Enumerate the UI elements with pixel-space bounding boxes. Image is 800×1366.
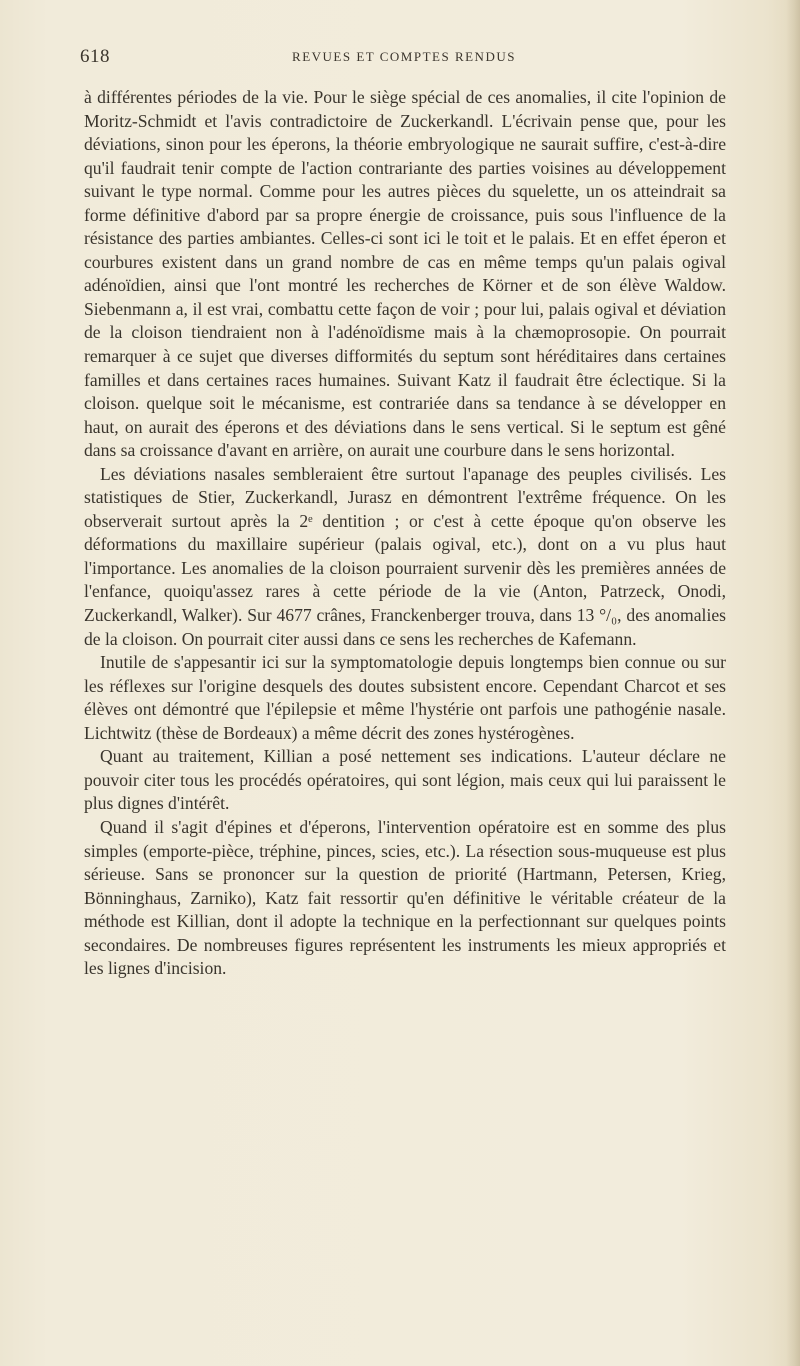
paragraph: à différentes périodes de la vie. Pour le siège spécial de ces anomalies, il cite l'opinion de Moritz-Schmidt et l'avis contradictoire de Zuckerkandl. L'écrivain pense que, pour les déviations, sinon pour les éperons, la théorie embryologique ne saurait suffire, c'est-à-dire qu'il faudrait tenir compte de l'action contrariante des parties voisines au développement suivant le type normal. Comme pour les autres pièces du squelette, un os atteindrait sa forme définitive d'abord par sa propre énergie de croissance, puis sous l'influence de la résistance des parties ambiantes. Celles-ci sont ici le toit et le palais. Et en effet éperon et courbures existent dans un grand nombre de cas en même temps qu'un palais ogival adénoïdien, ainsi que l'ont montré les recherches de Körner et de son élève Waldow. Siebenmann a, il est vrai, combattu cette façon de voir ; pour lui, palais ogival et déviation de la cloison tiendraient non à l'adénoïdisme mais à la chæmoprosopie. On pourrait remarquer à ce sujet que diverses difformités du septum sont héréditaires dans certaines familles et dans certaines races humaines. Suivant Katz il faudrait être éclectique. Si la cloison. quelque soit le mécanisme, est contrariée dans sa tendance à se développer en haut, on aurait des éperons et des déviations dans le sens vertical. Si le septum est gêné dans sa croissance d'avant en arrière, on aurait une courbure dans le sens horizontal. xyxy=(84,87,726,461)
page-header xyxy=(80,46,728,76)
paragraph: Les déviations nasales sembleraient être surtout l'apanage des peuples civilisés. Les statistiques de Stier, Zuckerkandl, Jurasz en démontrent l'extrême fréquence. On les observerait surtout après la 2ᵉ dentition ; or c'est à cette époque qu'on observe les déformations du maxillaire supérieur (palais ogival, etc.), dont on a vu plus haut l'importance. Les anomalies de la cloison pourraient survenir dès les premières années de l'enfance, quoiqu'assez rares à cette période de la vie (Anton, Patrzeck, Onodi, Zuckerkandl, Walker). Sur 4677 crânes, Franckenberger trouva, dans 13 °/₀, des anomalies de la cloison. On pourrait citer aussi dans ce sens les recherches de Kafemann. xyxy=(84,463,726,649)
running-title: REVUES ET COMPTES RENDUS xyxy=(292,49,516,64)
paragraph: Quand il s'agit d'épines et d'éperons, l'intervention opératoire est en somme des plus simples (emporte-pièce, tréphine, pinces, scies, etc.). La résection sous-muqueuse est plus sérieuse. Sans se prononcer sur la question de priorité (Hartmann, Petersen, Krieg, Bönninghaus, Zarniko), Katz fait ressortir qu'en définitive le véritable créateur de la méthode est Killian, dont il adopte la technique en la perfectionnant sur quelques points secondaires. De nombreuses figures représentent les instruments les mieux appropriés et les lignes d'incision. xyxy=(84,816,726,979)
page-edge-shadow xyxy=(786,0,800,1366)
paragraph: Quant au traitement, Killian a posé nettement ses indications. L'auteur déclare ne pouvoir citer tous les procédés opératoires, qui sont légion, mais ceux qui lui paraissent le plus dignes d'intérêt. xyxy=(84,746,726,814)
paragraph: Inutile de s'appesantir ici sur la symptomatologie depuis longtemps bien connue ou sur les réflexes sur l'origine desquels des doutes subsistent encore. Cependant Charcot et ses élèves ont démontré que l'épilepsie et même l'hystérie ont parfois une pathogénie nasale. Lichtwitz (thèse de Bordeaux) a même décrit des zones hystérogènes. xyxy=(84,652,726,743)
body-text xyxy=(84,86,726,981)
page-number: 618 xyxy=(80,46,110,67)
